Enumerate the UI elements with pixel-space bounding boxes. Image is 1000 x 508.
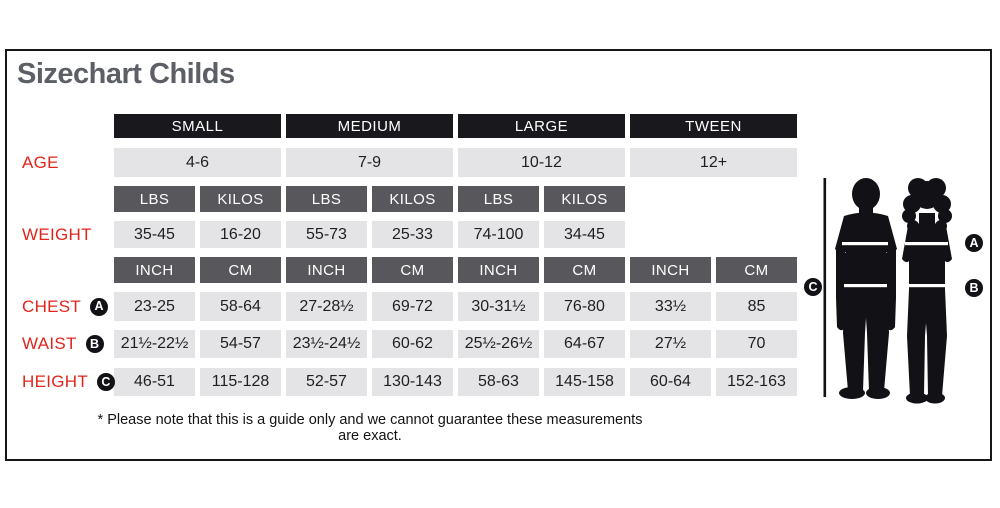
figure-marker-a-badge: A	[965, 234, 983, 252]
weight-units-small	[114, 186, 281, 212]
page-title: Sizechart Childs	[17, 58, 235, 90]
unit-inch-header: INCH	[630, 257, 711, 283]
waist-inch-large: 25½-26½	[458, 330, 539, 358]
marker-a-badge: A	[90, 298, 108, 316]
weight-units-row	[114, 186, 625, 212]
chest-measure-line	[905, 242, 948, 245]
marker-c-badge: C	[97, 373, 115, 391]
unit-inch-header: INCH	[114, 257, 195, 283]
size-header-small: SMALL	[114, 114, 281, 138]
age-tween: 12+	[630, 148, 797, 177]
waist-measure-line	[844, 284, 887, 287]
age-label-text: AGE	[22, 152, 59, 172]
row-label-height	[22, 368, 115, 396]
boy-silhouette	[835, 178, 897, 399]
height-label-text: HEIGHT	[22, 372, 89, 391]
chest-large	[458, 292, 625, 321]
age-row	[114, 148, 797, 177]
waist-small	[114, 330, 281, 358]
figure-marker-b-badge: B	[965, 279, 983, 297]
waist-label-text: WAIST	[22, 334, 77, 353]
chest-cm-medium: 69-72	[372, 292, 453, 321]
length-units-tween	[630, 257, 797, 283]
unit-cm-header: CM	[716, 257, 797, 283]
weight-large	[458, 221, 625, 248]
weight-units-large	[458, 186, 625, 212]
waist-measure-line	[908, 284, 947, 287]
unit-lbs-header: LBS	[286, 186, 367, 212]
weight-lbs-large: 74-100	[458, 221, 539, 248]
height-row	[114, 368, 797, 396]
height-measure-line	[824, 178, 827, 397]
waist-large	[458, 330, 625, 358]
height-inch-tween: 60-64	[630, 368, 711, 396]
size-header-row	[114, 114, 797, 138]
waist-inch-medium: 23½-24½	[286, 330, 367, 358]
unit-kilos-header: KILOS	[372, 186, 453, 212]
weight-small	[114, 221, 281, 248]
weight-lbs-small: 35-45	[114, 221, 195, 248]
chest-row	[114, 292, 797, 321]
weight-units-medium	[286, 186, 453, 212]
height-inch-small: 46-51	[114, 368, 195, 396]
unit-inch-header: INCH	[286, 257, 367, 283]
waist-cm-tween: 70	[716, 330, 797, 358]
height-medium	[286, 368, 453, 396]
chest-small	[114, 292, 281, 321]
waist-row	[114, 330, 797, 358]
waist-inch-tween: 27½	[630, 330, 711, 358]
weight-kilos-small: 16-20	[200, 221, 281, 248]
weight-row	[114, 221, 625, 248]
size-header-tween: TWEEN	[630, 114, 797, 138]
waist-cm-medium: 60-62	[372, 330, 453, 358]
height-inch-medium: 52-57	[286, 368, 367, 396]
chest-inch-medium: 27-28½	[286, 292, 367, 321]
weight-medium	[286, 221, 453, 248]
chest-inch-small: 23-25	[114, 292, 195, 321]
unit-cm-header: CM	[372, 257, 453, 283]
height-cm-tween: 152-163	[716, 368, 797, 396]
chest-medium	[286, 292, 453, 321]
waist-inch-small: 21½-22½	[114, 330, 195, 358]
age-large: 10-12	[458, 148, 625, 177]
unit-lbs-header: LBS	[114, 186, 195, 212]
size-header-large: LARGE	[458, 114, 625, 138]
footnote: * Please note that this is a guide only and we cannot guarantee these measurements are exact.	[97, 412, 643, 444]
chest-cm-tween: 85	[716, 292, 797, 321]
weight-kilos-medium: 25-33	[372, 221, 453, 248]
chest-inch-large: 30-31½	[458, 292, 539, 321]
height-inch-large: 58-63	[458, 368, 539, 396]
weight-label-text: WEIGHT	[22, 224, 92, 244]
length-units-large	[458, 257, 625, 283]
height-small	[114, 368, 281, 396]
unit-lbs-header: LBS	[458, 186, 539, 212]
height-large	[458, 368, 625, 396]
height-cm-medium: 130-143	[372, 368, 453, 396]
length-units-medium	[286, 257, 453, 283]
row-label-age	[22, 148, 59, 177]
unit-kilos-header: KILOS	[544, 186, 625, 212]
waist-cm-large: 64-67	[544, 330, 625, 358]
chest-measure-line	[842, 242, 888, 245]
waist-tween	[630, 330, 797, 358]
waist-cm-small: 54-57	[200, 330, 281, 358]
height-cm-small: 115-128	[200, 368, 281, 396]
chest-inch-tween: 33½	[630, 292, 711, 321]
height-tween	[630, 368, 797, 396]
weight-kilos-large: 34-45	[544, 221, 625, 248]
size-header-medium: MEDIUM	[286, 114, 453, 138]
row-label-weight	[22, 221, 92, 248]
length-units-small	[114, 257, 281, 283]
row-label-chest	[22, 292, 108, 321]
chest-cm-small: 58-64	[200, 292, 281, 321]
length-units-row	[114, 257, 797, 283]
height-cm-large: 145-158	[544, 368, 625, 396]
weight-lbs-medium: 55-73	[286, 221, 367, 248]
chest-tween	[630, 292, 797, 321]
chest-label-text: CHEST	[22, 296, 82, 316]
children-silhouette-figure	[798, 158, 992, 412]
chest-cm-large: 76-80	[544, 292, 625, 321]
waist-medium	[286, 330, 453, 358]
age-medium: 7-9	[286, 148, 453, 177]
marker-b-badge: B	[86, 335, 104, 353]
unit-cm-header: CM	[544, 257, 625, 283]
girl-silhouette	[902, 178, 952, 404]
unit-cm-header: CM	[200, 257, 281, 283]
age-small: 4-6	[114, 148, 281, 177]
figure-marker-c-badge: C	[804, 278, 822, 296]
unit-inch-header: INCH	[458, 257, 539, 283]
row-label-waist	[22, 330, 104, 358]
unit-kilos-header: KILOS	[200, 186, 281, 212]
